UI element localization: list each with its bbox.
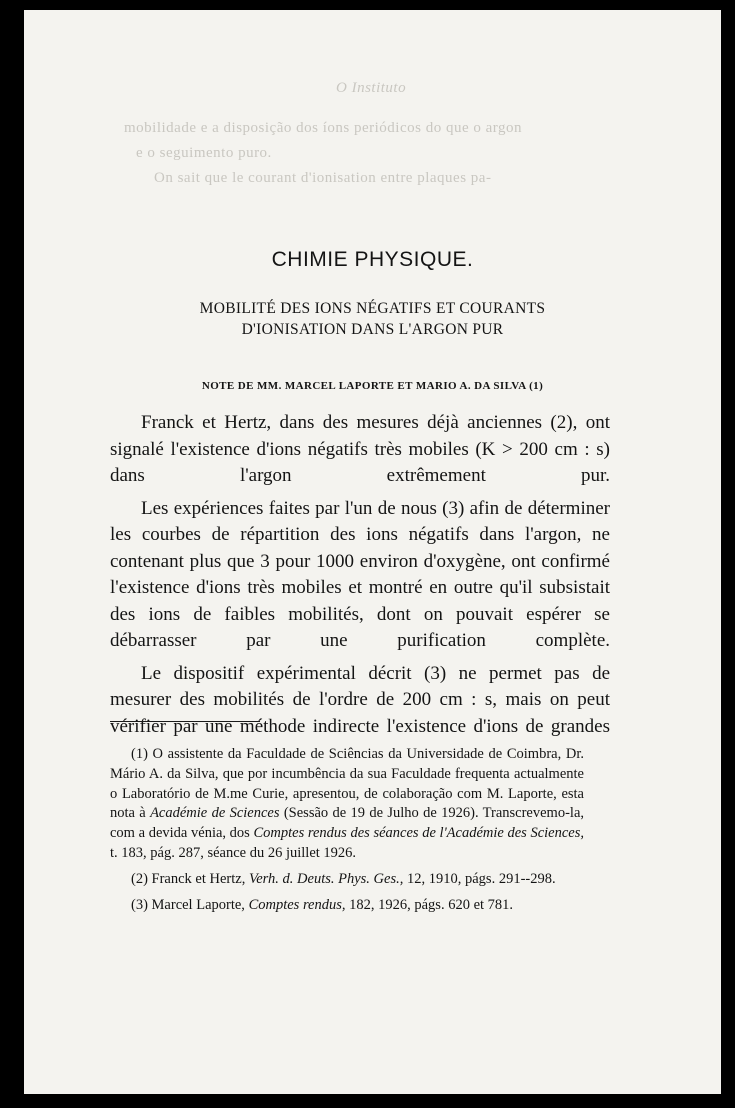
footnote-2: (2) Franck et Hertz, Verh. d. Deuts. Phys. Ges., 12, 1910, págs. 291--298. (131, 870, 556, 887)
bleed-through-line: mobilidade e a disposição dos íons periódicos do que o argon (124, 120, 522, 136)
bleed-through-line: e o seguimento puro. (136, 145, 272, 161)
section-heading: CHIMIE PHYSIQUE. (271, 248, 474, 271)
bleed-through-line: On sait que le courant d'ionisation entre plaques pa- (154, 170, 492, 186)
body-paragraph: Le dispositif expérimental décrit (3) ne permet pas de mesurer des mobilités de l'ordre de 200 cm : s, mais on peut vérifier par une méthode indirecte l'existence d'ions de grandes (110, 662, 610, 737)
footnote-3: (3) Marcel Laporte, Comptes rendus, 182, 1926, págs. 620 et 781. (131, 896, 514, 913)
body-paragraph: Les expériences faites par l'un de nous (3) afin de déterminer les courbes de répartition des ions négatifs dans l'argon, ne contenant plus que 3 pour 1000 environ d'oxygène, ont confirmé l'existence d'ions très mobiles et montré en outre qu'il subsistait des ions de faibles mobilités, dont on pouvait espérer se débarrasser par une purification complète. (110, 497, 610, 651)
authors-line: NOTE DE MM. MARCEL LAPORTE ET MARIO A. DA SILVA (1) (201, 380, 544, 392)
body-paragraph: Franck et Hertz, dans des mesures déjà anciennes (2), ont signalé l'existence d'ions négatifs très mobiles (K > 200 cm : s) dans l'argon extrêmement pur. (110, 412, 610, 486)
article-title-line: MOBILITÉ DES IONS NÉGATIFS ET COURANTS (199, 300, 546, 317)
body-text (110, 410, 610, 740)
footnote-1: (1) O assistente da Faculdade de Sciências da Universidade de Coimbra, Dr. Mário A. da Silva, que por incumbência da sua Faculdade frequenta actualmente o Laboratório de M.me Curie, apresentou, de colaboração com M. Laporte, esta nota à Académie de Sciences (Sessão de 19 de Julho de 1926). Transcrevemo-la, com a devida vénia, dos Comptes rendus des séances de l'Académie des Sciences, t. 183, pág. 287, séance du 26 juillet 1926. (110, 746, 585, 861)
article-title-line: D'IONISATION DANS L'ARGON PUR (241, 321, 504, 338)
article-title (24, 298, 721, 340)
footnote-divider (110, 721, 260, 722)
footnotes (110, 745, 584, 921)
bleed-through-header: O Instituto (336, 80, 407, 96)
document-page (24, 10, 721, 1094)
